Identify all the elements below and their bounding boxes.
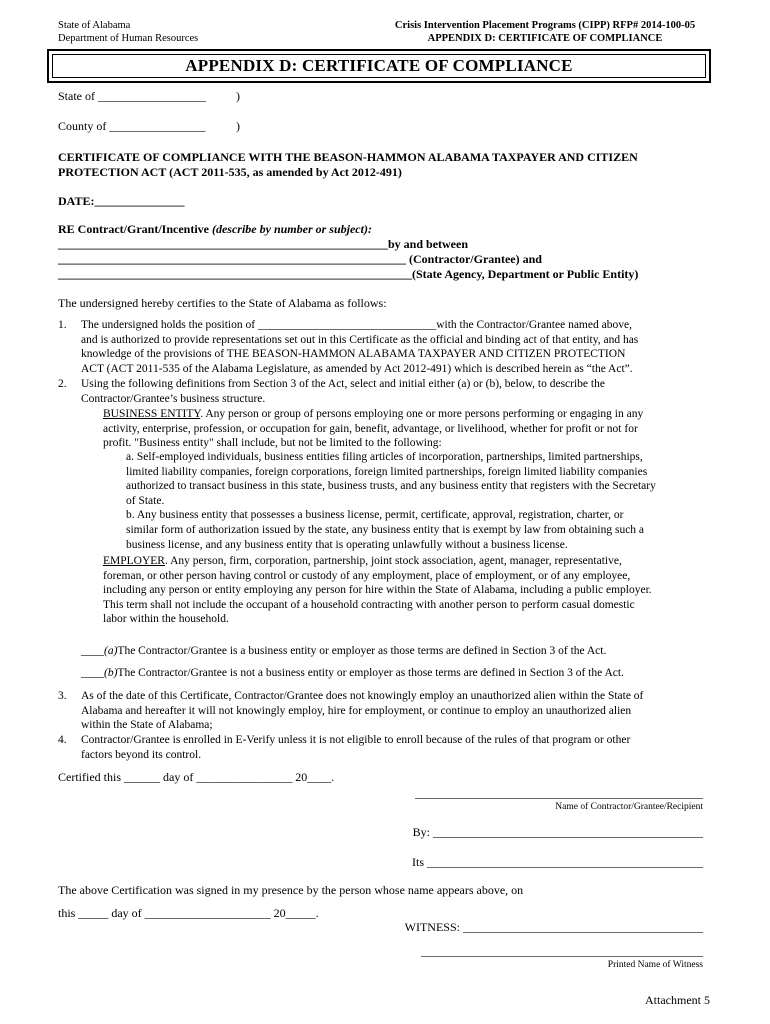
by-field[interactable]: By: _____________________________________________ — [412, 825, 703, 839]
employer-line: EMPLOYER. Any person, firm, corporation, partnership, joint stock association, agent, manager, representative, — [103, 555, 622, 567]
header-right — [375, 19, 715, 45]
contractor-signature-caption: Name of Contractor/Grantee/Recipient — [555, 802, 703, 812]
contractor-signature-line[interactable]: ________________________________________________ — [415, 786, 703, 800]
item1-line: The undersigned holds the position of _______________________________with the Contractor/Grantee named above, — [81, 319, 632, 331]
option-b-text: The Contractor/Grantee is not a business entity or employer as those terms are defined in Section 3 of the Act. — [117, 667, 624, 679]
county-of-field[interactable]: County of ________________ — [58, 119, 206, 133]
employer-line: including any person or entity employing any person for hire within the State of Alabama, including a public employer. — [103, 584, 652, 597]
option-b-label: (b) — [104, 667, 118, 679]
state-paren: ) — [236, 89, 240, 103]
subitem-a — [126, 450, 656, 552]
option-b-initial-blank[interactable]: ____ — [81, 667, 104, 679]
item3-text — [81, 689, 643, 733]
footer-attachment: Attachment 5 — [645, 993, 710, 1007]
item4-text — [81, 733, 630, 762]
employer-definition — [103, 554, 652, 627]
header-appendix: APPENDIX D: CERTIFICATE OF COMPLIANCE — [427, 33, 663, 44]
subitem-a-line: authorized to transact business in this state, business trusts, and any business entity that registers with the Secretary — [126, 480, 656, 493]
witness-statement: The above Certification was signed in my presence by the person whose name appears above, on — [58, 883, 524, 897]
item2-line: Using the following definitions from Section 3 of the Act, select and initial either (a) or (b), below, to describe the — [81, 378, 605, 390]
subitem-b-line: b. Any business entity that possesses a business license, permit, certificate, approval, registration, charter, or — [126, 509, 624, 522]
option-a-label: (a) — [104, 645, 118, 657]
subitem-b-line: similar form of authorization issued by the state, any business entity that is exempt by law from obtaining such a — [126, 523, 645, 536]
header-rfp: Crisis Intervention Placement Programs (CIPP) RFP# 2014-100-05 — [394, 20, 696, 31]
item4-line: Contractor/Grantee is enrolled in E-Verify unless it is not eligible to enroll because of the rules of that program or other — [81, 734, 631, 746]
page-title: APPENDIX D: CERTIFICATE OF COMPLIANCE — [185, 56, 573, 75]
title-box — [47, 49, 711, 83]
header-left — [58, 19, 198, 45]
state-of-field[interactable]: State of __________________ — [58, 89, 206, 103]
certificate-heading-line1: CERTIFICATE OF COMPLIANCE WITH THE BEASON-HAMMON ALABAMA TAXPAYER AND CITIZEN — [58, 150, 638, 164]
option-a-text: The Contractor/Grantee is a business entity or employer as those terms are defined in Section 3 of the Act. — [117, 645, 607, 657]
witness-signature-field[interactable]: WITNESS: ________________________________________ — [404, 920, 703, 934]
header-department: Department of Human Resources — [58, 33, 199, 44]
its-field[interactable]: Its ______________________________________________ — [412, 855, 703, 869]
re-italic: (describe by number or subject): — [211, 222, 372, 236]
subitem-a-line: a. Self-employed individuals, business entities filing articles of incorporation, partnerships, limited partnerships, — [126, 451, 643, 463]
re-line — [58, 222, 372, 237]
employer-line: This term shall not include the occupant of a household contracting with another person to perform casual domestic — [103, 598, 635, 611]
contractor-line[interactable]: __________________________________________________________ (Contractor/Grantee) and — [58, 252, 542, 266]
item3-line: As of the date of this Certificate, Contractor/Grantee does not knowingly employ an unauthorized alien within the State of — [81, 690, 644, 702]
county-paren: ) — [236, 119, 240, 133]
item4-line: factors beyond its control. — [81, 748, 202, 761]
subitem-a-line: of State. — [126, 494, 165, 507]
item1-number: 1. — [58, 319, 67, 331]
employer-line: foreman, or other person having control or custody of any employment, place of employment, or of any employee, — [103, 569, 631, 582]
contract-by-line[interactable]: _______________________________________________________by and between — [58, 237, 469, 251]
header-state: State of Alabama — [58, 20, 131, 31]
subitem-a-line: limited liability companies, foreign corporations, foreign limited partnerships, foreign limited liability companies — [126, 465, 648, 478]
item2-line: Contractor/Grantee’s business structure. — [81, 392, 266, 405]
item1-line: ACT (ACT 2011-535 of the Alabama Legislature, as amended by Act 2012-491) which is described herein as “the Act”. — [81, 362, 633, 375]
item3-line: Alabama and hereafter it will not knowingly employ, hire for employment, or continue to employ an unauthorized alien — [81, 704, 632, 717]
business-entity-definition — [103, 407, 643, 451]
witness-printed-name-caption: Printed Name of Witness — [607, 960, 703, 970]
item3-number: 3. — [58, 690, 67, 702]
intro-text: The undersigned hereby certifies to the State of Alabama as follows: — [58, 296, 387, 310]
witness-date-field[interactable]: this _____ day of _____________________ 20_____. — [58, 906, 319, 920]
re-label: RE Contract/Grant/Incentive — [58, 222, 212, 236]
option-b — [81, 666, 624, 681]
certificate-heading-line2: PROTECTION ACT (ACT 2011-535, as amended by Act 2012-491) — [58, 165, 402, 179]
business-entity-line: activity, enterprise, profession, or occupation for gain, benefit, advantage, or livelihood, whether for profit or not for — [103, 422, 638, 435]
witness-printed-name-line[interactable]: _______________________________________________ — [421, 944, 703, 958]
business-entity-line: BUSINESS ENTITY. Any person or group of persons employing one or more persons performing or engaging in any — [103, 408, 644, 420]
date-field[interactable]: DATE:_______________ — [58, 194, 185, 208]
certified-date-field[interactable]: Certified this ______ day of ________________ 20____. — [58, 770, 335, 784]
state-agency-line[interactable]: ___________________________________________________________(State Agency, Department or Public Entity) — [58, 267, 639, 281]
employer-line: labor within the household. — [103, 613, 229, 626]
item1-text — [81, 318, 638, 376]
subitem-b-line: business license, and any business entity that is operating unlawfully without a business license. — [126, 538, 568, 551]
item1-line: and is authorized to provide representations set out in this Certificate as the official and binding act of that entity, and has — [81, 333, 639, 346]
business-entity-term: BUSINESS ENTITY — [103, 408, 201, 420]
business-entity-line: profit. "Business entity" shall include, but not be limited to the following: — [103, 437, 442, 450]
item2-text — [81, 377, 605, 406]
item3-line: within the State of Alabama; — [81, 719, 213, 732]
employer-term: EMPLOYER — [103, 555, 165, 567]
item1-line: knowledge of the provisions of THE BEASON-HAMMON ALABAMA TAXPAYER AND CITIZEN PROTECTION — [81, 348, 626, 361]
item2-number: 2. — [58, 378, 67, 390]
option-a-initial-blank[interactable]: ____ — [81, 645, 104, 657]
item4-number: 4. — [58, 734, 67, 746]
option-a — [81, 644, 606, 659]
